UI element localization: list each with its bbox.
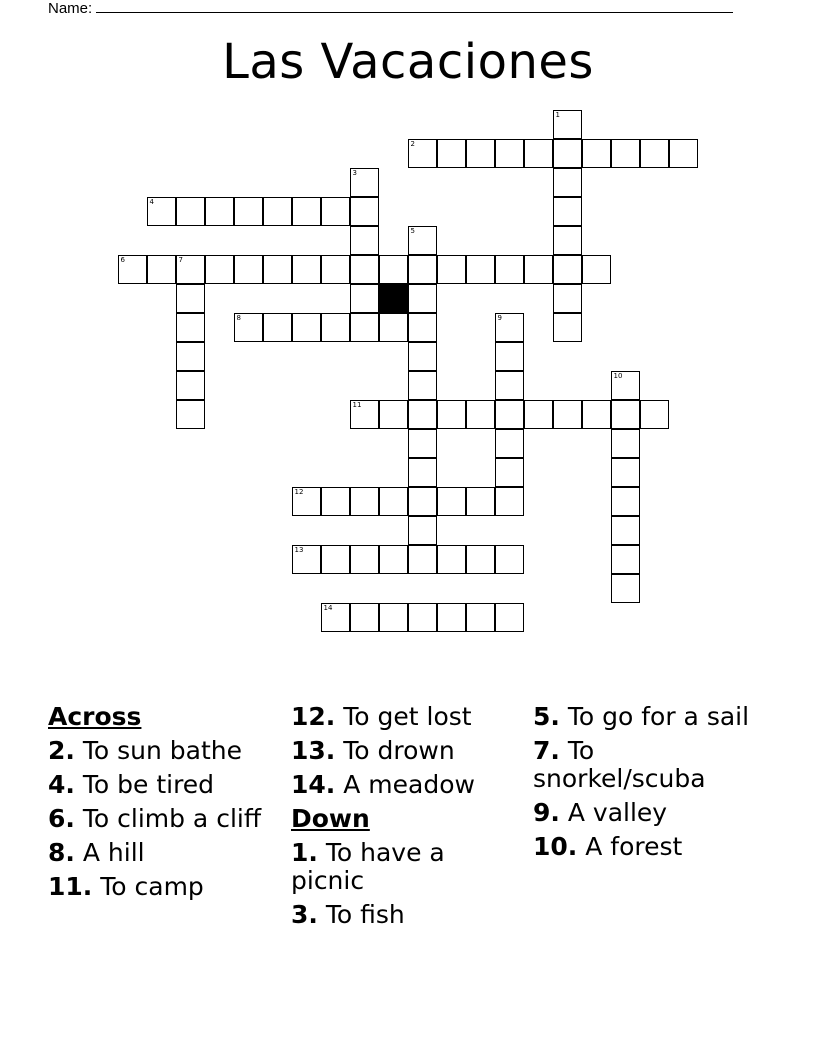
clue-number: 6. — [48, 804, 75, 833]
crossword-cell[interactable] — [611, 371, 640, 400]
cell-number: 3 — [352, 168, 357, 177]
crossword-cell[interactable] — [553, 197, 582, 226]
clue-text: To fish — [325, 900, 405, 929]
crossword-cell[interactable] — [582, 400, 611, 429]
crossword-cell[interactable] — [321, 603, 350, 632]
crossword-cell[interactable] — [437, 545, 466, 574]
crossword-cell[interactable] — [350, 284, 379, 313]
crossword-cell[interactable] — [379, 400, 408, 429]
crossword-cell[interactable] — [408, 458, 437, 487]
cell-number: 5 — [410, 226, 415, 235]
clue-text: A valley — [567, 798, 668, 827]
crossword-cell[interactable] — [582, 139, 611, 168]
crossword-cell[interactable] — [408, 342, 437, 371]
crossword-cell[interactable] — [553, 110, 582, 139]
crossword-cell[interactable] — [408, 139, 437, 168]
crossword-cell[interactable] — [495, 487, 524, 516]
crossword-cell[interactable] — [611, 487, 640, 516]
name-label: Name: — [48, 0, 93, 17]
crossword-cell[interactable] — [408, 284, 437, 313]
crossword-cell[interactable] — [176, 255, 205, 284]
clue-across-4 — [48, 771, 273, 799]
clue-text: To camp — [100, 872, 204, 901]
clue-text: To have a picnic — [291, 838, 445, 895]
crossword-cell[interactable] — [263, 313, 292, 342]
crossword-cell[interactable] — [553, 284, 582, 313]
clue-down-5 — [533, 703, 758, 731]
crossword-cell[interactable] — [640, 139, 669, 168]
crossword-cell[interactable] — [408, 603, 437, 632]
clue-number: 8. — [48, 838, 75, 867]
crossword-cell[interactable] — [147, 255, 176, 284]
across-heading: Across — [48, 702, 142, 731]
clue-text: To climb a cliff — [82, 804, 262, 833]
crossword-cell[interactable] — [350, 226, 379, 255]
crossword-cell[interactable] — [524, 255, 553, 284]
crossword-cell[interactable] — [640, 400, 669, 429]
crossword-cell[interactable] — [176, 400, 205, 429]
crossword-cell[interactable] — [379, 255, 408, 284]
crossword-cell[interactable] — [495, 603, 524, 632]
crossword-cell[interactable] — [292, 487, 321, 516]
crossword-cell[interactable] — [350, 255, 379, 284]
crossword-cell[interactable] — [321, 313, 350, 342]
crossword-cell[interactable] — [176, 197, 205, 226]
cell-number: 1 — [555, 110, 560, 119]
crossword-cell[interactable] — [437, 400, 466, 429]
crossword-cell[interactable] — [495, 429, 524, 458]
crossword-cell[interactable] — [350, 400, 379, 429]
cell-number: 4 — [149, 197, 154, 206]
crossword-cell[interactable] — [611, 429, 640, 458]
crossword-cell[interactable] — [292, 313, 321, 342]
crossword-cell[interactable] — [292, 545, 321, 574]
clue-across-14 — [291, 771, 516, 799]
crossword-cell[interactable] — [408, 400, 437, 429]
crossword-cell[interactable] — [553, 400, 582, 429]
clue-text: To snorkel/scuba — [533, 736, 706, 793]
crossword-cell[interactable] — [495, 400, 524, 429]
crossword-cell[interactable] — [350, 487, 379, 516]
crossword-cell[interactable] — [292, 197, 321, 226]
crossword-cell[interactable] — [234, 197, 263, 226]
clue-number: 5. — [533, 702, 560, 731]
crossword-cell[interactable] — [408, 516, 437, 545]
crossword-cell[interactable] — [379, 313, 408, 342]
clues-column-1 — [48, 703, 273, 907]
cell-number: 2 — [410, 139, 415, 148]
clue-number: 3. — [291, 900, 318, 929]
crossword-cell[interactable] — [611, 458, 640, 487]
crossword-cell[interactable] — [205, 197, 234, 226]
clue-down-10 — [533, 833, 758, 861]
clues-column-3 — [533, 703, 758, 867]
cell-number: 9 — [497, 313, 502, 322]
clues-column-2 — [291, 703, 516, 935]
crossword-cell[interactable] — [350, 313, 379, 342]
crossword-cell[interactable] — [176, 284, 205, 313]
clue-number: 10. — [533, 832, 578, 861]
clue-text: A meadow — [343, 770, 475, 799]
crossword-cell[interactable] — [495, 139, 524, 168]
crossword-cell[interactable] — [263, 197, 292, 226]
crossword-cell[interactable] — [321, 255, 350, 284]
crossword-cell[interactable] — [495, 255, 524, 284]
clue-across-11 — [48, 873, 273, 901]
clue-across-2 — [48, 737, 273, 765]
crossword-cell[interactable] — [350, 545, 379, 574]
crossword-cell[interactable] — [495, 458, 524, 487]
cell-number: 7 — [178, 255, 183, 264]
cell-number: 13 — [294, 545, 304, 554]
crossword-cell[interactable] — [408, 545, 437, 574]
crossword-cell[interactable] — [466, 487, 495, 516]
crossword-cell[interactable] — [495, 342, 524, 371]
crossword-cell[interactable] — [582, 255, 611, 284]
crossword-cell[interactable] — [408, 255, 437, 284]
crossword-cell[interactable] — [437, 255, 466, 284]
crossword-cell[interactable] — [466, 255, 495, 284]
crossword-cell[interactable] — [553, 226, 582, 255]
down-heading: Down — [291, 804, 370, 833]
clue-text: To drown — [343, 736, 455, 765]
crossword-cell[interactable] — [437, 603, 466, 632]
clue-number: 13. — [291, 736, 336, 765]
cell-number: 12 — [294, 487, 304, 496]
clue-number: 4. — [48, 770, 75, 799]
crossword-cell[interactable] — [176, 342, 205, 371]
crossword-cell[interactable] — [234, 255, 263, 284]
clue-number: 9. — [533, 798, 560, 827]
cell-number: 6 — [120, 255, 125, 264]
crossword-cell[interactable] — [176, 313, 205, 342]
crossword-cell[interactable] — [321, 545, 350, 574]
clue-number: 11. — [48, 872, 93, 901]
crossword-cell[interactable] — [205, 255, 234, 284]
clue-text: To sun bathe — [82, 736, 243, 765]
crossword-cell[interactable] — [379, 487, 408, 516]
crossword-cell[interactable] — [437, 487, 466, 516]
clue-number: 1. — [291, 838, 318, 867]
crossword-cell[interactable] — [553, 139, 582, 168]
crossword-cell[interactable] — [350, 168, 379, 197]
clue-down-1 — [291, 839, 516, 895]
crossword-cell[interactable] — [350, 197, 379, 226]
clue-across-8 — [48, 839, 273, 867]
crossword-cell[interactable] — [321, 197, 350, 226]
cell-number: 10 — [613, 371, 623, 380]
crossword-cell[interactable] — [437, 139, 466, 168]
crossword-cell[interactable] — [466, 603, 495, 632]
clue-across-13 — [291, 737, 516, 765]
clue-text: To be tired — [82, 770, 215, 799]
cell-number: 11 — [352, 400, 362, 409]
clue-down-3 — [291, 901, 516, 929]
crossword-cell[interactable] — [553, 255, 582, 284]
crossword-cell[interactable] — [292, 255, 321, 284]
crossword-cell[interactable] — [611, 545, 640, 574]
clue-text: A hill — [82, 838, 145, 867]
clue-across-6 — [48, 805, 273, 833]
crossword-cell[interactable] — [495, 313, 524, 342]
crossword-cell[interactable] — [379, 545, 408, 574]
crossword-cell[interactable] — [321, 487, 350, 516]
black-cell — [379, 284, 408, 313]
crossword-cell[interactable] — [263, 255, 292, 284]
crossword-cell[interactable] — [379, 603, 408, 632]
crossword-cell[interactable] — [553, 168, 582, 197]
crossword-cell[interactable] — [553, 313, 582, 342]
clue-down-9 — [533, 799, 758, 827]
clue-down-7 — [533, 737, 758, 793]
crossword-cell[interactable] — [408, 371, 437, 400]
page-title: Las Vacaciones — [222, 34, 594, 90]
crossword-cell[interactable] — [524, 139, 553, 168]
clue-number: 14. — [291, 770, 336, 799]
crossword-cell[interactable] — [466, 545, 495, 574]
crossword-cell[interactable] — [466, 400, 495, 429]
crossword-cell[interactable] — [611, 516, 640, 545]
clue-text: To get lost — [343, 702, 472, 731]
crossword-cell[interactable] — [234, 313, 263, 342]
crossword-cell[interactable] — [176, 371, 205, 400]
crossword-cell[interactable] — [495, 371, 524, 400]
crossword-cell[interactable] — [669, 139, 698, 168]
crossword-cell[interactable] — [118, 255, 147, 284]
crossword-cell[interactable] — [408, 226, 437, 255]
clue-number: 7. — [533, 736, 560, 765]
clue-number: 12. — [291, 702, 336, 731]
crossword-cell[interactable] — [408, 313, 437, 342]
clue-across-12 — [291, 703, 516, 731]
crossword-cell[interactable] — [147, 197, 176, 226]
crossword-cell[interactable] — [408, 429, 437, 458]
crossword-cell[interactable] — [611, 139, 640, 168]
cell-number: 8 — [236, 313, 241, 322]
cell-number: 14 — [323, 603, 333, 612]
clue-number: 2. — [48, 736, 75, 765]
crossword-cell[interactable] — [524, 400, 553, 429]
crossword-cell[interactable] — [466, 139, 495, 168]
clue-text: A forest — [585, 832, 683, 861]
crossword-cell[interactable] — [611, 574, 640, 603]
crossword-cell[interactable] — [408, 487, 437, 516]
clue-text: To go for a sail — [567, 702, 750, 731]
crossword-cell[interactable] — [611, 400, 640, 429]
crossword-cell[interactable] — [495, 545, 524, 574]
crossword-cell[interactable] — [350, 603, 379, 632]
